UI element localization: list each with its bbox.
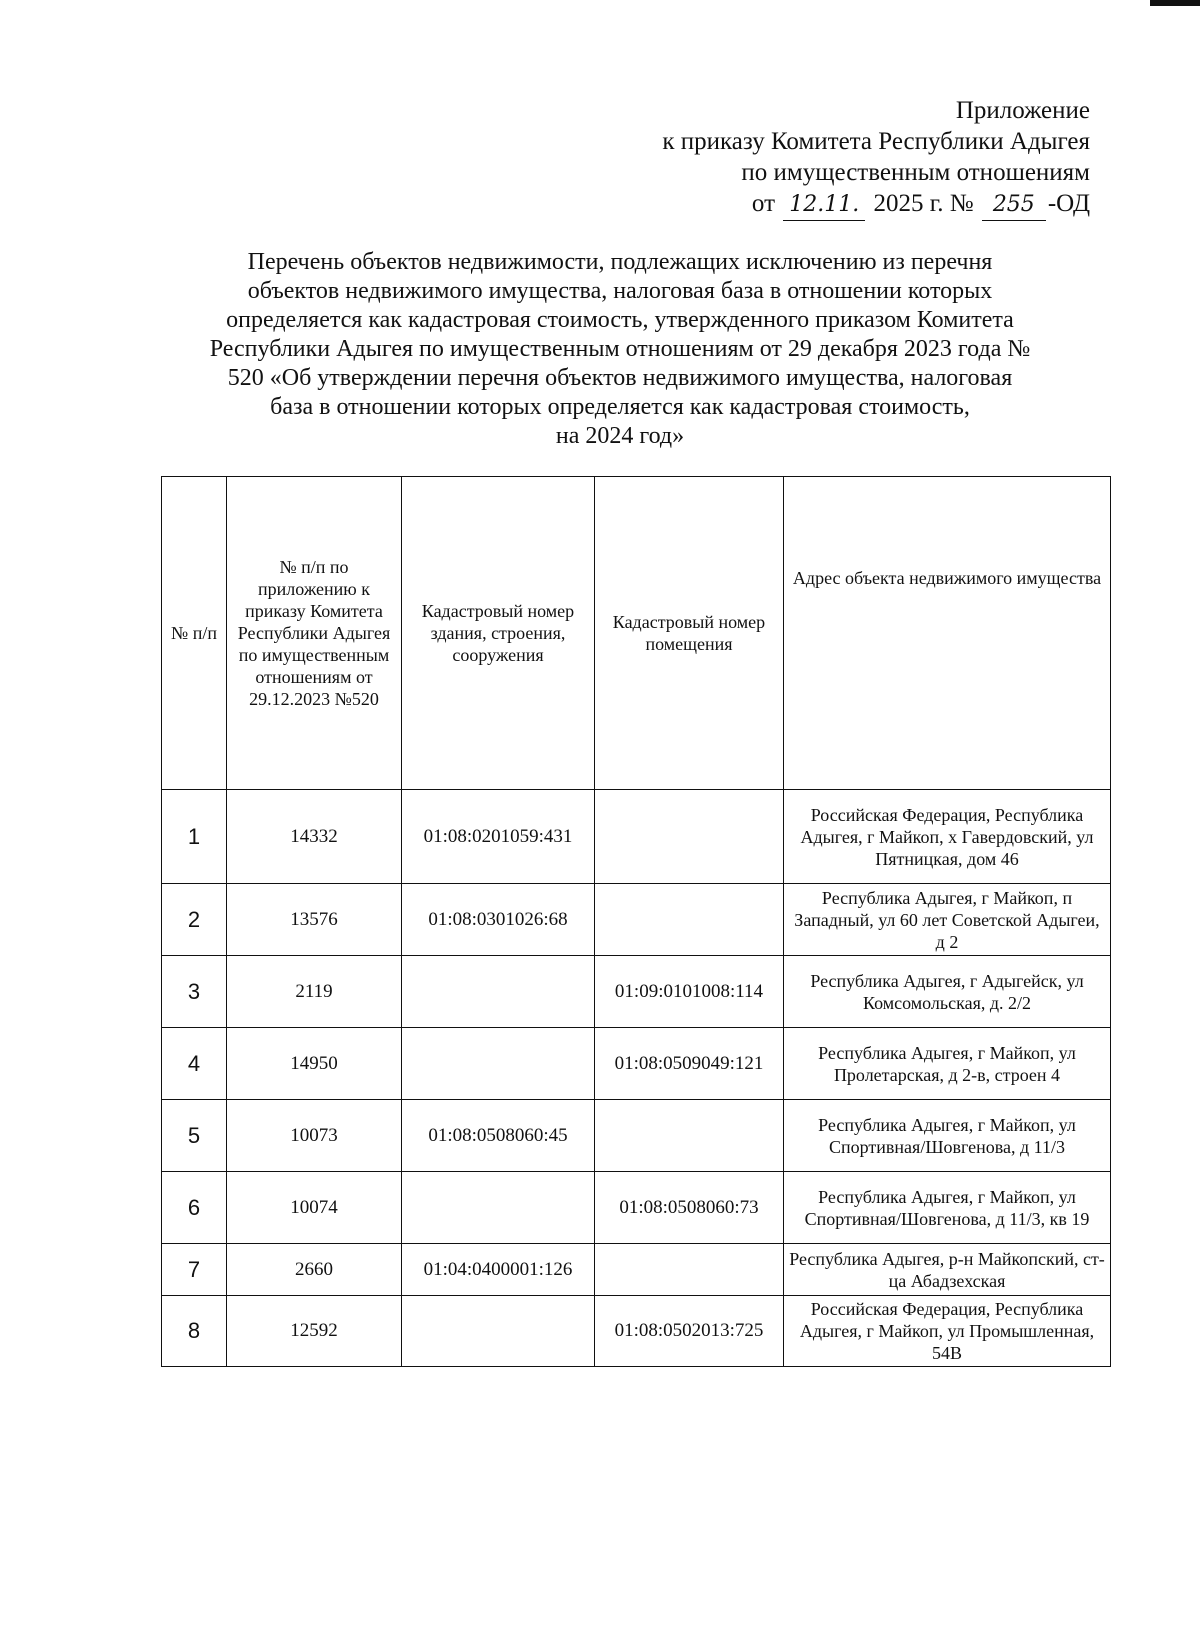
row-number-cell: 1: [162, 790, 227, 884]
appendix-ref-cell: 13576: [227, 884, 402, 956]
building-cadastral-cell: [402, 1296, 595, 1367]
appendix-ref-cell: 14332: [227, 790, 402, 884]
table-row: [162, 1172, 1111, 1244]
address-cell: Российская Федерация, Республика Адыгея, г Майкоп, ул Промышленная, 54В: [784, 1296, 1111, 1367]
address-cell: Российская Федерация, Республика Адыгея, г Майкоп, х Гавердовский, ул Пятницкая, дом 46: [784, 790, 1111, 884]
building-cadastral-cell: 01:08:0201059:431: [402, 790, 595, 884]
header-room-cadastral: Кадастровый номер помещения: [595, 477, 784, 790]
building-cadastral-cell: [402, 1028, 595, 1100]
room-cadastral-cell: [595, 884, 784, 956]
title-line: Перечень объектов недвижимости, подлежащих исключению из перечня: [247, 249, 993, 275]
room-cadastral-cell: 01:08:0502013:725: [595, 1296, 784, 1367]
date-prefix: от: [751, 190, 776, 217]
appendix-line-1: Приложение: [955, 97, 1090, 124]
building-cadastral-cell: 01:08:0508060:45: [402, 1100, 595, 1172]
building-cadastral-cell: 01:08:0301026:68: [402, 884, 595, 956]
appendix-line-2: к приказу Комитета Республики Адыгея: [662, 128, 1090, 155]
room-cadastral-cell: 01:09:0101008:114: [595, 956, 784, 1028]
appendix-header: [662, 95, 1090, 221]
appendix-ref-cell: 10074: [227, 1172, 402, 1244]
appendix-line-3: по имущественным отношениям: [741, 159, 1090, 186]
title-line: на 2024 год»: [555, 423, 685, 449]
room-cadastral-cell: [595, 1244, 784, 1296]
building-cadastral-cell: [402, 956, 595, 1028]
table-row: [162, 1028, 1111, 1100]
table-row: [162, 790, 1111, 884]
appendix-ref-cell: 12592: [227, 1296, 402, 1367]
table-row: [162, 1244, 1111, 1296]
title-line: 520 «Об утверждении перечня объектов недвижимого имущества, налоговая: [227, 365, 1013, 391]
row-number-cell: 5: [162, 1100, 227, 1172]
objects-table: [161, 476, 1111, 1367]
building-cadastral-cell: [402, 1172, 595, 1244]
row-number-cell: 7: [162, 1244, 227, 1296]
address-cell: Республика Адыгея, г Майкоп, ул Спортивная/Шовгенова, д 11/3: [784, 1100, 1111, 1172]
room-cadastral-cell: 01:08:0509049:121: [595, 1028, 784, 1100]
order-number-suffix: -ОД: [1047, 190, 1090, 217]
title-line: объектов недвижимого имущества, налоговая база в отношении которых: [247, 278, 993, 304]
row-number-cell: 8: [162, 1296, 227, 1367]
table-header-row: [162, 477, 1111, 790]
table-body: [162, 790, 1111, 1367]
row-number-cell: 6: [162, 1172, 227, 1244]
table-row: [162, 956, 1111, 1028]
header-row-number: № п/п: [162, 477, 227, 790]
appendix-ref-cell: 10073: [227, 1100, 402, 1172]
room-cadastral-cell: [595, 790, 784, 884]
appendix-ref-cell: 2119: [227, 956, 402, 1028]
appendix-date-line: [662, 188, 1090, 221]
room-cadastral-cell: 01:08:0508060:73: [595, 1172, 784, 1244]
appendix-ref-cell: 14950: [227, 1028, 402, 1100]
address-cell: Республика Адыгея, г Майкоп, п Западный, ул 60 лет Советской Адыгеи, д 2: [784, 884, 1111, 956]
header-appendix-ref: № п/п по приложению к приказу Комитета Республики Адыгея по имущественным отношениям от 29.12.2023 №520: [227, 477, 402, 790]
address-cell: Республика Адыгея, г Майкоп, ул Пролетарская, д 2-в, строен 4: [784, 1028, 1111, 1100]
address-cell: Республика Адыгея, г Адыгейск, ул Комсомольская, д. 2/2: [784, 956, 1111, 1028]
document-title: [150, 248, 1090, 451]
table-row: [162, 1296, 1111, 1367]
row-number-cell: 4: [162, 1028, 227, 1100]
building-cadastral-cell: 01:04:0400001:126: [402, 1244, 595, 1296]
title-line: определяется как кадастровая стоимость, утвержденного приказом Комитета: [226, 307, 1014, 333]
table-row: [162, 884, 1111, 956]
header-building-cadastral: Кадастровый номер здания, строения, сооружения: [402, 477, 595, 790]
room-cadastral-cell: [595, 1100, 784, 1172]
row-number-cell: 2: [162, 884, 227, 956]
scan-edge-mark: [1150, 0, 1200, 6]
handwritten-order-number: 255: [982, 189, 1046, 221]
appendix-ref-cell: 2660: [227, 1244, 402, 1296]
handwritten-date: 12.11.: [783, 189, 865, 221]
title-line: Республики Адыгея по имущественным отношениям от 29 декабря 2023 года №: [209, 336, 1031, 362]
row-number-cell: 3: [162, 956, 227, 1028]
address-cell: Республика Адыгея, г Майкоп, ул Спортивная/Шовгенова, д 11/3, кв 19: [784, 1172, 1111, 1244]
address-cell: Республика Адыгея, р-н Майкопский, ст-ца Абадзехская: [784, 1244, 1111, 1296]
title-line: база в отношении которых определяется как кадастровая стоимость,: [270, 394, 970, 420]
header-address: Адрес объекта недвижимого имущества: [784, 477, 1111, 790]
table-row: [162, 1100, 1111, 1172]
date-suffix: 2025 г. №: [873, 190, 974, 217]
